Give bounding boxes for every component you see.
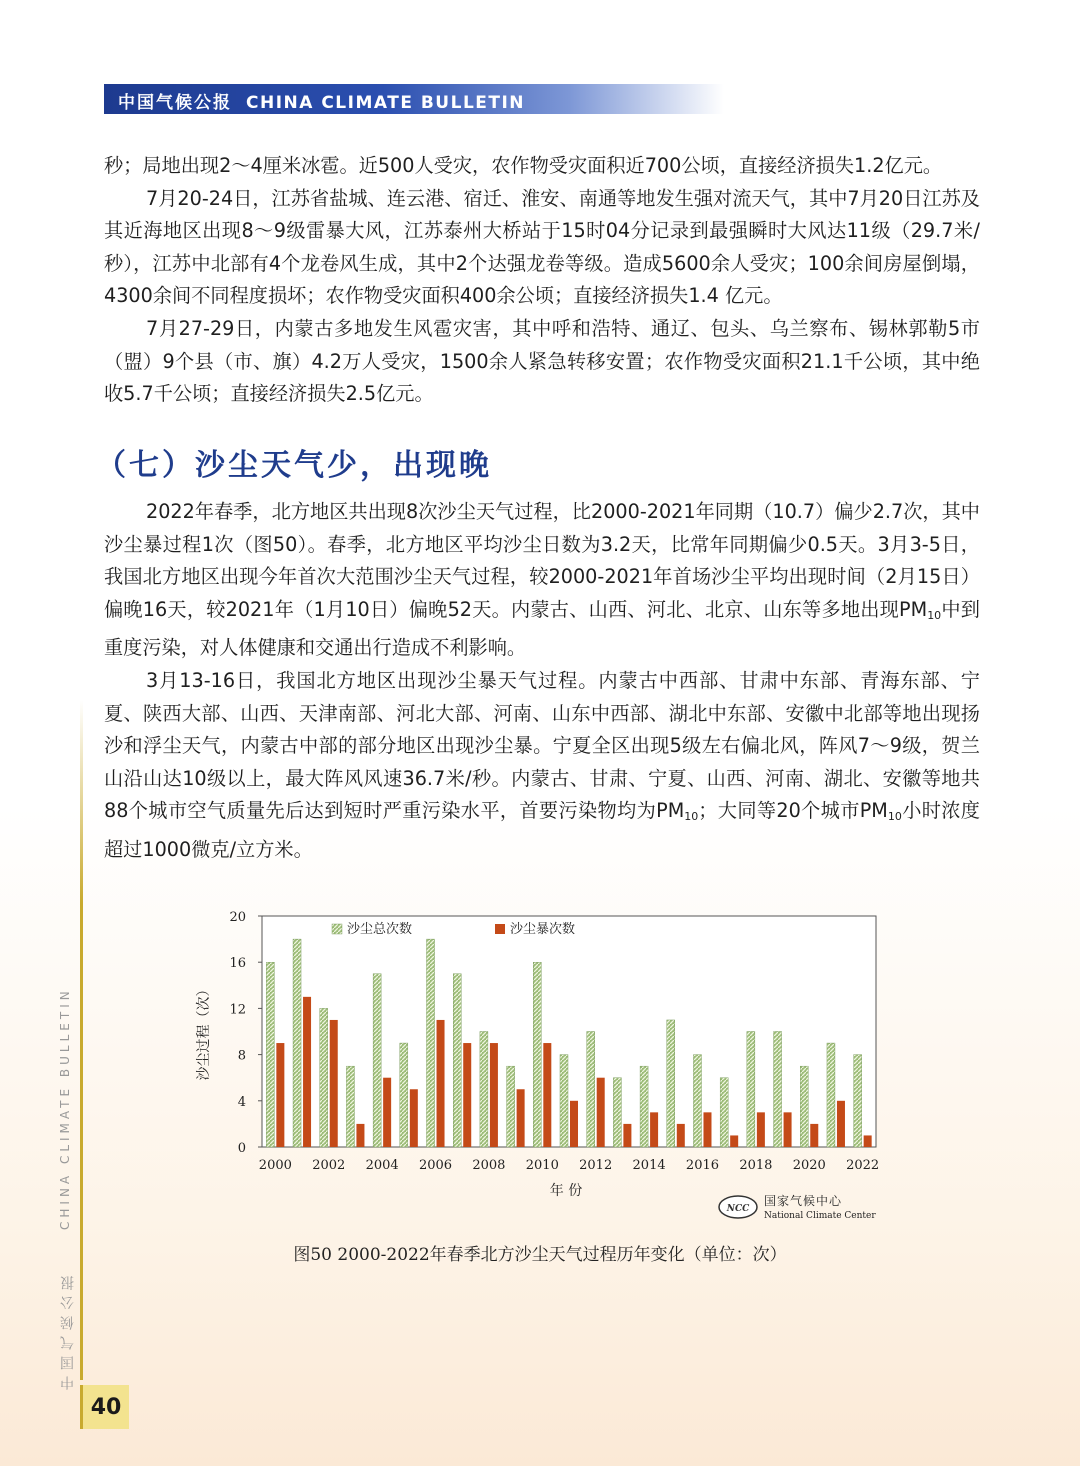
bar-dust-total (427, 939, 435, 1147)
x-axis-label: 年 份 (549, 1183, 583, 1199)
body-text-bottom (104, 496, 980, 867)
bar-dust-total (533, 962, 541, 1147)
side-rule (80, 700, 83, 1380)
body-text-top (104, 150, 980, 411)
p5-text-b: ；大同等20个城市PM (698, 799, 888, 823)
p5-sub-2: 10 (887, 810, 902, 824)
bar-duststorm (597, 1078, 605, 1147)
bar-duststorm (730, 1135, 738, 1147)
figure-caption: 图50 2000-2022年春季北方沙尘天气过程历年变化（单位：次） (293, 1245, 787, 1265)
y-tick-label: 0 (237, 1141, 246, 1156)
bar-dust-total (507, 1066, 515, 1147)
paragraph-4 (104, 496, 980, 665)
dust-chart (190, 900, 890, 1230)
bar-duststorm (677, 1124, 685, 1147)
paragraph-1: 秒；局地出现2～4厘米冰雹。近500人受灾，农作物受灾面积近700公顷，直接经济损失1.2亿元。 (104, 154, 943, 177)
p5-text-c: 小时浓度超过1000微克/立方米。 (104, 799, 980, 861)
bar-dust-total (693, 1055, 701, 1147)
bar-dust-total (613, 1078, 621, 1147)
bar-dust-total (480, 1032, 488, 1148)
x-tick-label: 2002 (312, 1158, 346, 1173)
logo-text-en: National Climate Center (764, 1211, 876, 1221)
dust-chart-svg (190, 900, 890, 1230)
p5-text-a: 3月13-16日，我国北方地区出现沙尘暴天气过程。内蒙古中西部、甘肃中东部、青海东部、宁夏、陕西大部、山西、天津南部、河北大部、河南、山东中西部、湖北中东部、安徽中北部等地出现扬沙和浮尘天气，内蒙古中部的部分地区出现沙尘暴。宁夏全区出现5级左右偏北风，阵风7～9级，贺兰山沿山达10级以上，最大阵风风速36.7米/秒。内蒙古、甘肃、宁夏、山西、河南、湖北、安徽等地共88个城市空气质量先后达到短时严重污染水平，首要污染物均为PM (104, 668, 980, 823)
bar-duststorm (650, 1112, 658, 1147)
bar-dust-total (774, 1032, 782, 1148)
bar-dust-total (373, 974, 381, 1147)
bar-duststorm (410, 1089, 418, 1147)
x-tick-label: 2000 (258, 1158, 292, 1173)
bar-dust-total (453, 974, 461, 1147)
bar-dust-total (800, 1066, 808, 1147)
bar-duststorm (330, 1020, 338, 1147)
y-tick-label: 20 (229, 910, 246, 925)
paragraph-5 (104, 665, 980, 867)
p4-text-b: 中到重度污染，对人体健康和交通出行造成不利影响。 (104, 597, 980, 660)
p4-text-a: 2022年春季，北方地区共出现8次沙尘天气过程，比2000-2021年同期（10.7）偏少2.7次，其中沙尘暴过程1次（图50）。春季，北方地区平均沙尘日数为3.2天，比常年同期偏少0.5天。3月3-5日，我国北方地区出现今年首次大范围沙尘天气过程，较2000-2021年首场沙尘平均出现时间（2月15日）偏晚16天，较2021年（1月10日）偏晚52天。内蒙古、山西、河北、北京、山东等多地出现PM (104, 500, 980, 621)
bar-duststorm (517, 1089, 525, 1147)
bar-duststorm (757, 1112, 765, 1147)
y-tick-label: 4 (237, 1094, 246, 1110)
logo-mark-text: NCC (726, 1204, 750, 1214)
bar-duststorm (784, 1112, 792, 1147)
bar-duststorm (356, 1124, 364, 1147)
bar-dust-total (747, 1032, 755, 1148)
x-tick-label: 2022 (846, 1158, 880, 1173)
bar-duststorm (864, 1135, 872, 1147)
legend-swatch-dust-total (332, 924, 342, 934)
bar-dust-total (587, 1032, 595, 1148)
x-tick-label: 2020 (792, 1158, 826, 1173)
bar-duststorm (837, 1101, 845, 1147)
bar-dust-total (720, 1078, 728, 1147)
paragraph-2: 7月20-24日，江苏省盐城、连云港、宿迁、淮安、南通等地发生强对流天气，其中7月20日江苏及其近海地区出现8～9级雷暴大风，江苏泰州大桥站于15时04分记录到最强瞬时大风达11级（29.7米/秒），江苏中北部有4个龙卷风生成，其中2个达强龙卷等级。造成5600余人受灾；100余间房屋倒塌，4300余间不同程度损坏；农作物受灾面积400余公顷；直接经济损失1.4 亿元。 (104, 186, 980, 308)
bar-dust-total (346, 1066, 354, 1147)
x-tick-label: 2012 (579, 1158, 613, 1173)
y-tick-label: 16 (229, 956, 246, 972)
bar-duststorm (303, 997, 311, 1147)
bar-duststorm (437, 1020, 445, 1147)
bar-dust-total (400, 1043, 408, 1147)
x-tick-label: 2016 (685, 1158, 720, 1173)
legend-swatch-duststorm (495, 924, 505, 934)
paragraph-3: 7月27-29日，内蒙古多地发生风雹灾害，其中呼和浩特、通辽、包头、乌兰察布、锡林郭勒5市（盟）9个县（市、旗）4.2万人受灾，1500余人紧急转移安置；农作物受灾面积21.1千公顷，其中绝收5.7千公顷；直接经济损失2.5亿元。 (104, 316, 980, 406)
bar-dust-total (266, 962, 274, 1147)
legend-label-dust-total: 沙尘总次数 (347, 922, 413, 937)
bar-dust-total (854, 1055, 862, 1147)
header-title (118, 88, 525, 113)
y-tick-label: 12 (229, 1002, 246, 1018)
side-vertical-cn: 中国气候公报 (60, 1270, 76, 1390)
x-tick-label: 2004 (365, 1158, 399, 1173)
bar-duststorm (276, 1043, 284, 1147)
logo-text-cn: 国家气候中心 (764, 1194, 843, 1208)
bar-duststorm (543, 1043, 551, 1147)
y-tick-label: 8 (237, 1048, 246, 1064)
x-tick-label: 2006 (418, 1158, 453, 1173)
bar-duststorm (703, 1112, 711, 1147)
page-number: 40 (80, 1385, 129, 1429)
header-title-en: CHINA CLIMATE BULLETIN (246, 93, 526, 113)
x-tick-label: 2014 (632, 1158, 666, 1173)
bar-duststorm (490, 1043, 498, 1147)
x-tick-label: 2018 (739, 1158, 773, 1173)
bar-dust-total (827, 1043, 835, 1147)
legend-label-duststorm: 沙尘暴次数 (510, 922, 576, 937)
p5-sub-1: 10 (684, 810, 699, 824)
header-title-cn: 中国气候公报 (118, 93, 232, 113)
bar-dust-total (293, 939, 301, 1147)
x-tick-label: 2010 (525, 1158, 559, 1173)
bar-duststorm (810, 1124, 818, 1147)
bar-duststorm (623, 1124, 631, 1147)
bar-dust-total (667, 1020, 675, 1147)
bar-dust-total (320, 1008, 328, 1147)
side-vertical-en: CHINA CLIMATE BULLETIN (58, 987, 72, 1230)
y-axis-label: 沙尘过程（次） (196, 982, 212, 1081)
bar-dust-total (560, 1055, 568, 1147)
bar-duststorm (570, 1101, 578, 1147)
bar-dust-total (640, 1066, 648, 1147)
bar-duststorm (383, 1078, 391, 1147)
section-title: （七）沙尘天气少，出现晚 (96, 448, 492, 483)
header-bar (104, 84, 724, 114)
bar-duststorm (463, 1043, 471, 1147)
x-tick-label: 2008 (472, 1158, 506, 1173)
p4-sub: 10 (927, 608, 942, 622)
